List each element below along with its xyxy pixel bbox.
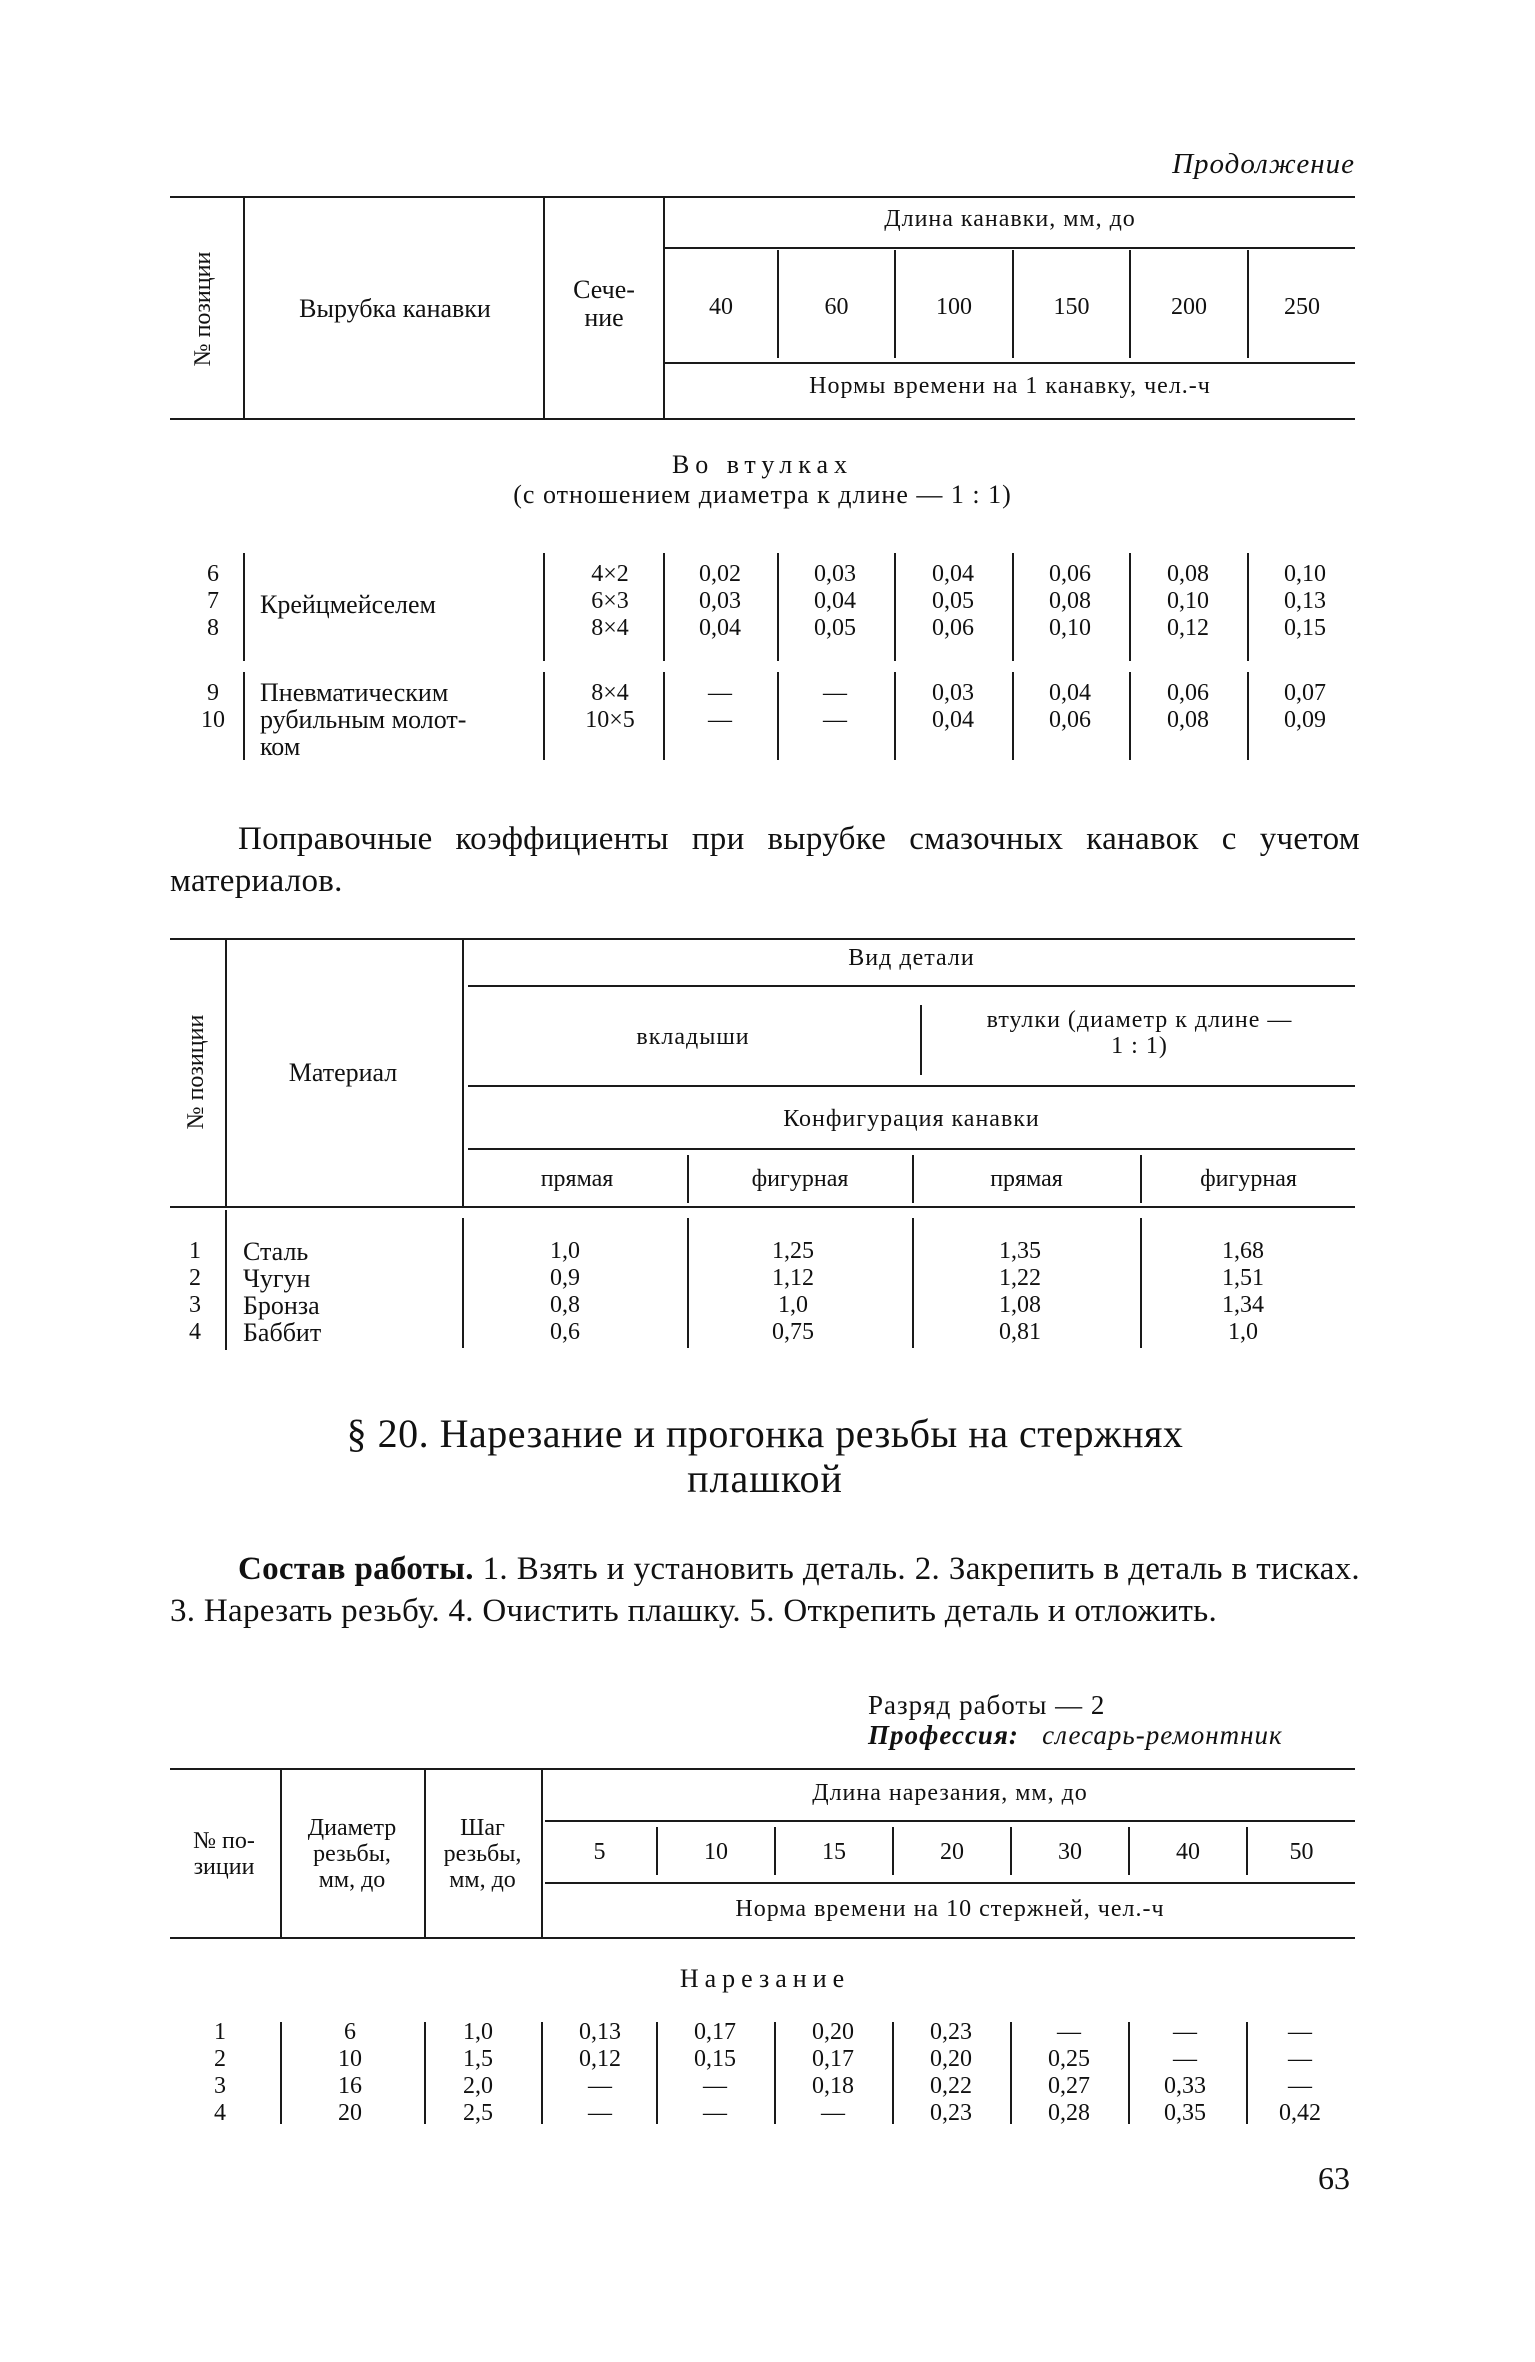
table3-length-5: 5 — [593, 1839, 606, 1865]
table1-g1-val-40: 0,02 0,03 0,04 — [699, 561, 741, 641]
table1-g1-val-150: 0,06 0,08 0,10 — [1049, 561, 1091, 641]
paragraph-correction-factors: Поправочные коэффициенты при вырубке смазочных канавок с учетом материалов. — [170, 821, 1360, 899]
table2-val-bushings-figured: 1,68 1,51 1,34 1,0 — [1222, 1238, 1264, 1345]
table3-length-30: 30 — [1058, 1839, 1082, 1865]
table1-g1-val-100: 0,04 0,05 0,06 — [932, 561, 974, 641]
table3-pitches: 1,0 1,5 2,0 2,5 — [463, 2019, 493, 2126]
table1-operation-header: Вырубка канавки — [299, 294, 491, 323]
table1-g2-val-40: — — — [708, 680, 732, 733]
table1-length-header: Длина канавки, мм, до — [884, 206, 1136, 232]
table3-val-40: — — 0,33 0,35 — [1164, 2019, 1206, 2126]
table3-norm-header: Норма времени на 10 стержней, чел.-ч — [735, 1896, 1165, 1922]
table1-g1-sections: 4×2 6×3 8×4 — [591, 561, 629, 641]
table3-length-50: 50 — [1289, 1839, 1314, 1865]
table1-length-150: 150 — [1053, 294, 1090, 320]
table2-config-figured-1: фигурная — [751, 1166, 849, 1192]
table2-val-bushings-straight: 1,35 1,22 1,08 0,81 — [999, 1238, 1041, 1345]
table2-bushings: втулки (диаметр к длине — 1 : 1) — [986, 1007, 1293, 1059]
table3-val-10: 0,17 0,15 — — — [694, 2019, 736, 2126]
table2-val-liners-straight: 1,0 0,9 0,8 0,6 — [550, 1238, 580, 1345]
table1-group-subtitle: (с отношением диаметра к длине — 1 : 1) — [513, 480, 1012, 509]
work-grade: Разряд работы — 2 — [868, 1690, 1106, 1720]
table3-length-15: 15 — [822, 1839, 846, 1865]
table1-position-header: № позиции — [190, 251, 216, 367]
table1-g2-val-100: 0,03 0,04 — [932, 680, 974, 733]
table3-diameter-header: Диаметр резьбы, мм, до — [307, 1815, 397, 1893]
table3-length-20: 20 — [940, 1839, 964, 1865]
table1-g2-positions: 9 10 — [201, 680, 225, 733]
table3-length-40: 40 — [1176, 1839, 1200, 1865]
table1-group-title: Во втулках — [671, 450, 854, 479]
table3-diameters: 6 10 16 20 — [338, 2019, 362, 2126]
table1-g1-positions: 6 7 8 — [207, 561, 219, 641]
table2-config-straight-1: прямая — [540, 1166, 614, 1192]
table1-length-60: 60 — [824, 294, 849, 320]
table2-positions: 1 2 3 4 — [189, 1238, 201, 1345]
table1-g1-val-250: 0,10 0,13 0,15 — [1284, 561, 1326, 641]
table2-config-straight-2: прямая — [990, 1166, 1063, 1192]
table1-g1-val-60: 0,03 0,04 0,05 — [814, 561, 856, 641]
table2-part-type-header: Вид детали — [848, 945, 975, 971]
table1-length-40: 40 — [709, 294, 733, 320]
table1-g2-val-60: — — — [823, 680, 847, 733]
table3-positions: 1 2 3 4 — [214, 2019, 226, 2126]
section-title-line2: плашкой — [687, 1456, 843, 1501]
table3-length-10: 10 — [704, 1839, 728, 1865]
table3-position-header: № по- зиции — [193, 1828, 255, 1880]
table2-liners: вкладыши — [636, 1024, 750, 1050]
table3-pitch-header: Шаг резьбы, мм, до — [443, 1815, 522, 1893]
table1-g2-sections: 8×4 10×5 — [585, 680, 635, 733]
page-number: 63 — [1318, 2160, 1350, 2196]
profession-line — [868, 1720, 1283, 1751]
table1-norms-header: Нормы времени на 1 канавку, чел.-ч — [809, 373, 1211, 399]
table1-g2-name: Пневматическим рубильным молот- ком — [260, 678, 467, 761]
table3-group-title: Нарезание — [679, 1964, 851, 1993]
profession-label: Профессия: — [868, 1720, 1019, 1750]
table1-length-200: 200 — [1171, 294, 1207, 320]
table1-g2-val-200: 0,06 0,08 — [1167, 680, 1209, 733]
table1-section-header: Сече- ние — [573, 275, 635, 332]
table2-config-figured-2: фигурная — [1200, 1166, 1297, 1192]
profession-value: слесарь-ремонтник — [1042, 1720, 1283, 1750]
work-composition-label: Состав работы. — [238, 1551, 474, 1587]
table3-val-50: — — — 0,42 — [1279, 2019, 1321, 2126]
table2-material-header: Материал — [288, 1058, 398, 1087]
table1-g1-val-200: 0,08 0,10 0,12 — [1167, 561, 1209, 641]
work-composition — [170, 1548, 1360, 1632]
table3-val-30: — 0,25 0,27 0,28 — [1048, 2019, 1090, 2126]
table2-position-header: № позиции — [183, 1014, 209, 1130]
table1-g2-val-250: 0,07 0,09 — [1284, 680, 1326, 733]
table3-val-15: 0,20 0,17 0,18 — — [812, 2019, 854, 2126]
work-composition-text: 1. Взять и установить деталь. 2. Закрепить в деталь в тисках. 3. Нарезать резьбу. 4. Очистить плашку. 5. Открепить деталь и отложить. — [170, 1551, 1360, 1629]
table1-g2-val-150: 0,04 0,06 — [1049, 680, 1091, 733]
table1-g1-name: Крейцмейселем — [260, 590, 436, 619]
table3-length-header: Длина нарезания, мм, до — [812, 1780, 1088, 1806]
table1-length-250: 250 — [1284, 294, 1320, 320]
table3-val-5: 0,13 0,12 — — — [579, 2019, 621, 2126]
section-title-line1: § 20. Нарезание и прогонка резьбы на стержнях — [346, 1411, 1184, 1456]
table1-length-100: 100 — [936, 294, 972, 320]
table3-val-20: 0,23 0,20 0,22 0,23 — [930, 2019, 972, 2126]
table2-val-liners-figured: 1,25 1,12 1,0 0,75 — [772, 1238, 814, 1345]
continuation-label: Продолжение — [1172, 148, 1355, 180]
table2-config-header: Конфигурация канавки — [783, 1106, 1040, 1132]
table2-materials: Сталь Чугун Бронза Баббит — [243, 1237, 322, 1347]
